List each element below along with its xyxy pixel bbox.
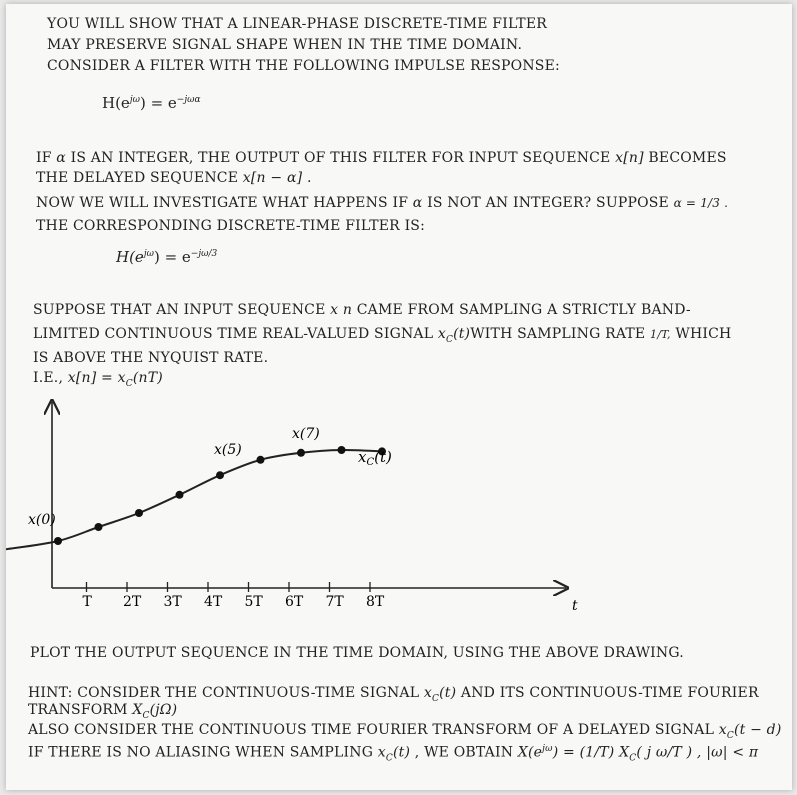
integer-line-3: NOW WE WILL INVESTIGATE WHAT HAPPENS IF α IS NOT AN INTEGER? SUPPOSE α = 1/3 .	[36, 195, 729, 211]
eq1-rhs: ) = e	[139, 94, 177, 112]
label-x7: x(7)	[292, 426, 320, 442]
sampling-line-2: LIMITED CONTINUOUS TIME REAL-VALUED SIGNAL $x_C(t)WITH$ SAMPLING RATE 1/T, WHICH	[33, 326, 732, 345]
eq2-lhs: H(e	[116, 248, 144, 266]
tick-label-1: T	[82, 594, 92, 610]
curve-label: $x_C(t)$	[358, 448, 392, 468]
axis-label-t: t	[572, 598, 578, 614]
sample-point-0	[54, 537, 62, 545]
sampling-line-4: I.E., $x[n] = x_C(nT)$	[33, 370, 163, 389]
hint-line-2: TRANSFORM $X_C(j\Omega)$	[28, 702, 178, 721]
signal-plot	[6, 396, 792, 636]
equation-filter-third	[116, 248, 217, 266]
label-x0: x(0)	[28, 512, 56, 528]
equation-filter-alpha	[102, 94, 201, 112]
document-page	[6, 4, 792, 790]
tick-label-7: 7T	[325, 594, 344, 610]
sampling-line-3: IS ABOVE THE NYQUIST RATE.	[33, 350, 269, 366]
intro-line-3: CONSIDER A FILTER WITH THE FOLLOWING IMPULSE RESPONSE:	[47, 58, 560, 74]
eq1-sup: jω	[129, 95, 140, 105]
eq1-lhs: H(e	[102, 94, 130, 112]
integer-line-2: THE DELAYED SEQUENCE x[n − α] .	[36, 170, 312, 186]
integer-line-1: IF α IS AN INTEGER, THE OUTPUT OF THIS FILTER FOR INPUT SEQUENCE x[n] BECOMES	[36, 150, 727, 166]
signal-curve	[6, 450, 382, 549]
sample-point-1	[95, 523, 103, 531]
eq2-rhs: ) = e	[153, 248, 191, 266]
hint-line-1: HINT: CONSIDER THE CONTINUOUS-TIME SIGNAL $x_C(t)$ AND ITS CONTINUOUS-TIME FOURIER	[28, 685, 759, 704]
tick-label-6: 6T	[285, 594, 304, 610]
tick-label-8: 8T	[366, 594, 385, 610]
eq1-exp: −jωα	[176, 95, 201, 105]
label-x5: x(5)	[214, 442, 242, 458]
eq2-sup: jω	[143, 249, 154, 259]
sample-point-4	[216, 471, 224, 479]
intro-line-1: YOU WILL SHOW THAT A LINEAR-PHASE DISCRETE-TIME FILTER	[47, 16, 548, 32]
sample-point-2	[135, 509, 143, 517]
sample-point-3	[176, 491, 184, 499]
hint-line-3: ALSO CONSIDER THE CONTINUOUS TIME FOURIER TRANSFORM OF A DELAYED SIGNAL $x_C(t - d)$	[28, 722, 782, 741]
hint-line-4: IF THERE IS NO ALIASING WHEN SAMPLING $x_C(t)$ , WE OBTAIN $X(e^{j\omega}) = (1/T)$ $X_C$( j ω/T ) , |ω| < π	[28, 744, 759, 764]
tick-label-4: 4T	[204, 594, 223, 610]
sampling-line-1: SUPPOSE THAT AN INPUT SEQUENCE x n CAME FROM SAMPLING A STRICTLY BAND-	[33, 302, 691, 318]
tick-label-5: 5T	[244, 594, 263, 610]
task-line-1: PLOT THE OUTPUT SEQUENCE IN THE TIME DOMAIN, USING THE ABOVE DRAWING.	[30, 645, 684, 661]
sample-point-5	[257, 456, 265, 464]
tick-label-3: 3T	[163, 594, 182, 610]
intro-line-2: MAY PRESERVE SIGNAL SHAPE WHEN IN THE TIME DOMAIN.	[47, 37, 523, 53]
sample-point-6	[297, 449, 305, 457]
integer-line-4: THE CORRESPONDING DISCRETE-TIME FILTER IS:	[36, 218, 426, 234]
tick-label-2: 2T	[123, 594, 142, 610]
sample-point-7	[338, 446, 346, 454]
eq2-exp: −jω/3	[190, 249, 218, 259]
